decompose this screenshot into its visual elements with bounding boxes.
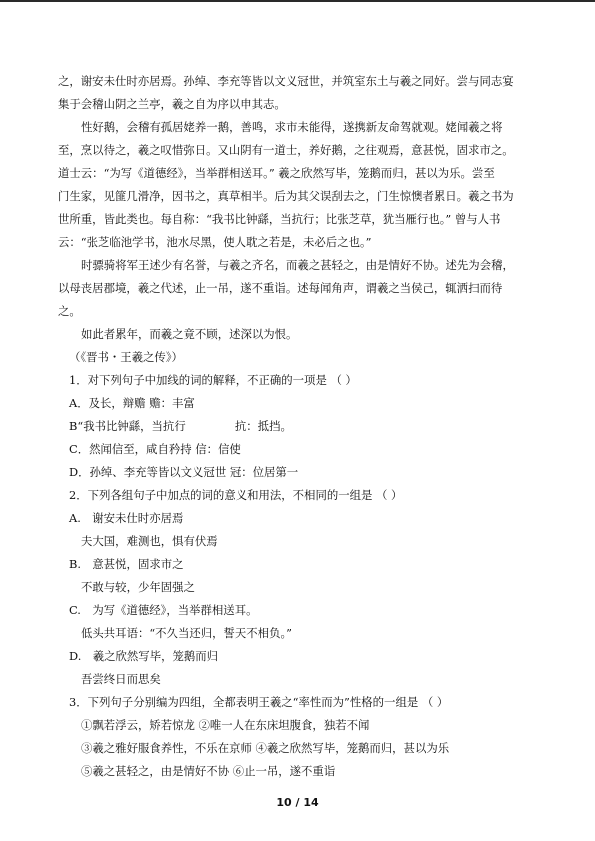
text-line: 吾尝终日而思矣 [81,672,161,686]
text-line: A. 谢安未仕时亦居焉 [69,511,184,525]
text-line: 道士云：“为写《道德经》，当举群相送耳。” 羲之欣然写毕，笼鹅而归，甚以为乐。尝至 [58,166,495,180]
text-line: 之，谢安未仕时亦居焉。孙绰、李充等皆以文义冠世，并筑室东土与羲之同好。尝与同志宴 [58,74,514,88]
text-line: 3．下列句子分别编为四组，全都表明王羲之“率性而为”性格的一组是 （ ） [69,695,449,709]
text-line: 以母丧居郡境，羲之代述，止一吊，遂不重诣。述每闻角声，谓羲之当侯己，辄洒扫而待 [58,281,503,295]
text-line: ①飘若浮云，矫若惊龙 ②唯一人在东床坦腹食，独若不闻 [81,718,370,732]
page-number: 10 / 14 [276,796,319,809]
text-line: 2．下列各组句子中加点的词的意义和用法，不相同的一组是 （ ） [69,488,403,502]
text-line: 世所重，皆此类也。每自称：“我书比钟繇，当抗行；比张芝草，犹当雁行也。” 曾与人书 [58,212,501,226]
text-line: （《晋书・王羲之传》） [69,350,183,364]
text-line: C．然闻信至，咸自矜持 信：信使 [69,442,241,456]
header-rule [0,0,595,2]
text-line: 时骠骑将军王述少有名誉，与羲之齐名，而羲之甚轻之，由是情好不协。述先为会稽， [81,258,514,272]
text-line: D. 羲之欣然写毕，笼鹅而归 [69,649,219,663]
text-line: 夫大国，难测也，惧有伏焉 [81,534,218,548]
text-line: ⑤羲之甚轻之，由是情好不协 ⑥止一吊，遂不重诣 [81,764,336,778]
text-line: 不敢与较，少年固强之 [81,580,195,594]
text-line: 1．对下列句子中加线的词的解释，不正确的一项是 （ ） [69,373,357,387]
text-line: D．孙绰、李充等皆以文义冠世 冠：位居第一 [69,465,299,479]
document-body [58,70,540,783]
text-line: 至，烹以待之，羲之叹惜弥日。又山阴有一道士，养好鹅，之往观焉，意甚悦，固求市之。 [58,143,514,157]
text-line: 性好鹅，会稽有孤居姥养一鹅，善鸣，求市未能得，遂携新友命驾就观。姥闻羲之将 [81,120,503,134]
text-line: 集于会稽山阴之兰亭，羲之自为序以申其志。 [58,97,286,111]
text-line: A．及长，辩赡 赡：丰富 [69,396,195,410]
text-line: 之。 [58,304,81,318]
text-line: 如此者累年，而羲之竟不顾，述深以为恨。 [81,327,298,341]
text-line: B. 意甚悦，固求市之 [69,557,184,571]
text-line: ③羲之雅好服食养性，不乐在京师 ④羲之欣然写毕，笼鹅而归，甚以为乐 [81,741,450,755]
text-line: 低头共耳语：“不久当还归，誓天不相负。” [81,626,292,640]
text-line: 云：“张芝临池学书，池水尽黑，使人耽之若是，未必后之也。” [58,235,372,249]
text-line: B“我书比钟繇，当抗行 抗：抵挡。 [69,419,292,433]
text-line: C. 为写《道德经》，当举群相送耳。 [69,603,258,617]
text-line: 门生家，见篚几滑净，因书之，真草相半。后为其父误刮去之，门生惊懊者累日。羲之书为 [58,189,514,203]
